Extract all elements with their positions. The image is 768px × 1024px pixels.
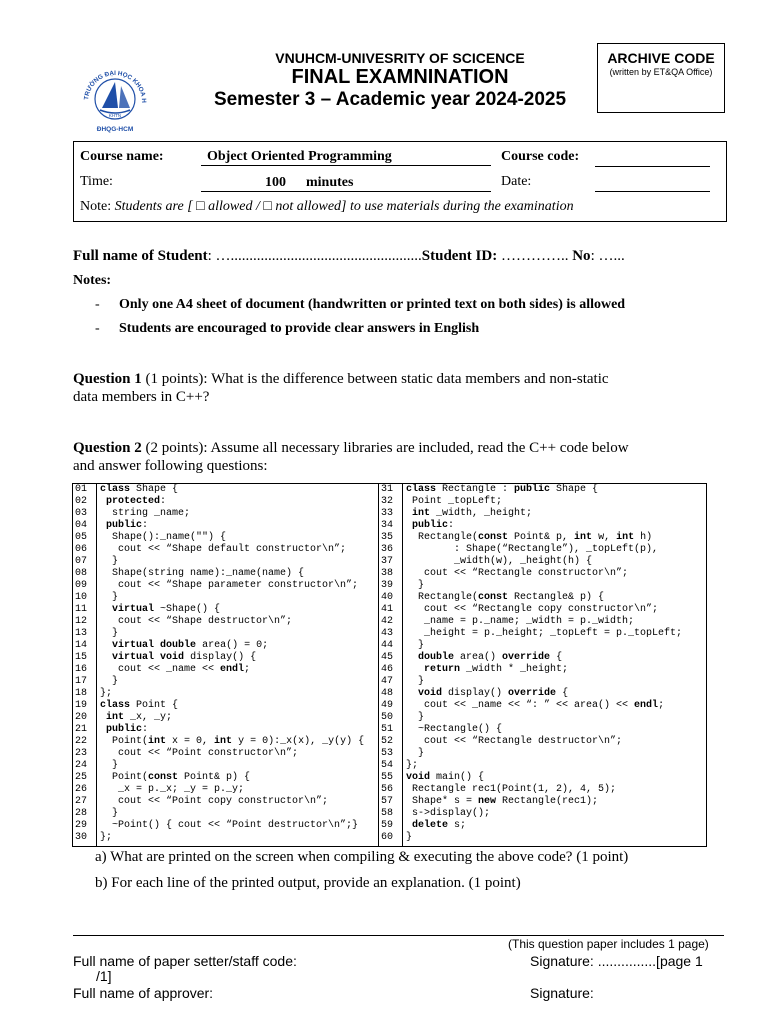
line-number: 05 [75,532,88,543]
line-number: 27 [75,796,88,807]
fullname-label: Full name of Student [73,248,208,264]
line-number: 16 [75,664,88,675]
code-line: public: [106,724,149,735]
line-number: 22 [75,736,88,747]
line-number: 11 [75,604,88,615]
code-lines-right [406,484,682,844]
line-number: 39 [381,580,394,591]
code-line: cout << “Point constructor\n”; [100,748,299,759]
code-line: protected: [106,496,167,507]
line-number: 53 [381,748,394,759]
line-number: 03 [75,508,88,519]
course-info-box [73,141,727,222]
code-line: Shape* s = new Rectangle(rec1); [406,796,599,807]
code-line: } [100,592,119,603]
no-dots: : …... [590,248,625,264]
code-line: } [100,808,119,819]
line-number: 12 [75,616,88,627]
code-line: Rectangle(const Rectangle& p) { [406,592,605,603]
time-label: Time: [80,174,113,189]
code-line: : Shape(“Rectangle”), _topLeft(p), [406,544,659,555]
code-line: Rectangle(const Point& p, int w, int h) [406,532,653,543]
line-number: 17 [75,676,88,687]
note-text-start: Students are [ [114,199,197,214]
notes-bullet-2: - [95,321,100,336]
line-number: 14 [75,640,88,651]
line-number: 57 [381,796,394,807]
line-number: 28 [75,808,88,819]
code-line: cout << “Point copy constructor\n”; [100,796,329,807]
code-line: Shape():_name("") { [100,532,227,543]
question-1-line2: data members in C++? [73,389,210,405]
code-line: ~Rectangle() { [406,724,503,735]
student-id-dots: ………….. [497,248,569,264]
code-line: void main() { [406,772,485,783]
line-number: 08 [75,568,88,579]
line-number: 44 [381,640,394,651]
line-number: 43 [381,628,394,639]
logo-ring-text: TRƯỜNG ĐẠI HỌC KHOA H [83,69,148,103]
logo-badge: KHTN [108,113,122,118]
allowed-text: allowed / [204,199,264,214]
line-number: 24 [75,760,88,771]
code-line: }; [406,760,419,771]
code-line: int _x, _y; [106,712,173,723]
code-column-left [73,484,379,846]
line-number: 06 [75,544,88,555]
question-1-label: Question 1 [73,371,142,387]
line-number: 02 [75,496,88,507]
line-number: 19 [75,700,88,711]
code-line: cout << _name << “: ” << area() << endl; [406,700,665,711]
approver-label: Full name of approver: [73,985,214,1001]
code-line: _x = p._x; _y = p._y; [100,784,245,795]
no-label: No [572,248,591,264]
line-number: 47 [381,676,394,687]
line-number: 56 [381,784,394,795]
logo-bottom-text: ĐHQG-HCM [96,126,134,133]
course-code-label: Course code: [501,149,580,164]
signature-approver-label: Signature: [530,985,594,1001]
line-number: 10 [75,592,88,603]
code-line: _name = p._name; _width = p._width; [406,616,635,627]
code-line: delete s; [412,820,467,831]
line-number: 15 [75,652,88,663]
line-numbers-right [379,484,403,846]
code-line: virtual double area() = 0; [112,640,269,651]
time-unit: minutes [306,175,354,190]
code-line: Point _topLeft; [406,496,503,507]
course-name-label: Course name: [80,149,164,164]
line-number: 49 [381,700,394,711]
sub-question-a: a) What are printed on the screen when compiling & executing the above code? (1 point) [95,849,629,865]
code-line: virtual void display() { [112,652,257,663]
code-line: cout << “Rectangle constructor\n”; [406,568,629,579]
question-2-line1 [73,440,629,457]
code-line: return _width * _height; [424,664,569,675]
code-line: }; [100,832,113,843]
line-number: 07 [75,556,88,567]
code-line: class Rectangle : public Shape { [406,484,599,495]
line-number: 25 [75,772,88,783]
line-number: 26 [75,784,88,795]
footer-divider [73,935,724,936]
code-line: cout << “Shape parameter constructor\n”; [100,580,359,591]
code-line: cout << “Rectangle destructor\n”; [406,736,623,747]
line-number: 58 [381,808,394,819]
code-line: } [100,628,119,639]
code-line: } [406,676,425,687]
line-number: 09 [75,580,88,591]
line-number: 59 [381,820,394,831]
line-number: 04 [75,520,88,531]
line-number: 40 [381,592,394,603]
line-number: 50 [381,712,394,723]
line-number: 30 [75,832,88,843]
code-lines-left [100,484,364,844]
line-number: 52 [381,736,394,747]
code-line: cout << “Shape destructor\n”; [100,616,293,627]
code-line: class Shape { [100,484,179,495]
not-allowed-checkbox[interactable]: □ [263,199,272,214]
code-line: _width(w), _height(h) { [406,556,593,567]
notes-bullet-1: - [95,297,100,312]
code-line: }; [100,688,113,699]
code-line: cout << “Rectangle copy constructor\n”; [406,604,659,615]
line-number: 45 [381,652,394,663]
line-number: 01 [75,484,88,495]
line-number: 33 [381,508,394,519]
question-2-text: (2 points): Assume all necessary libraries are included, read the C++ code below [141,440,629,456]
code-line: public: [412,520,455,531]
student-id-label: Student ID: [421,248,498,264]
note-label: Note: [80,199,112,214]
notes-item-2: Students are encouraged to provide clear answers in English [119,321,480,336]
code-line: } [406,640,425,651]
code-line: Shape(string name):_name(name) { [100,568,305,579]
line-number: 31 [381,484,394,495]
code-column-right [379,484,705,846]
line-number: 41 [381,604,394,615]
date-label: Date: [501,174,532,189]
line-number: 60 [381,832,394,843]
time-field [201,174,491,192]
line-number: 18 [75,688,88,699]
sub-question-b: b) For each line of the printed output, provide an explanation. (1 point) [95,875,521,891]
line-number: 55 [381,772,394,783]
code-line: _height = p._height; _topLeft = p._topLeft; [406,628,683,639]
line-number: 37 [381,556,394,567]
signature-label: Signature: ...............[page 1 [530,953,703,969]
code-line: Rectangle rec1(Point(1, 2), 4, 5); [406,784,617,795]
line-number: 20 [75,712,88,723]
code-line: } [406,748,425,759]
line-number: 38 [381,568,394,579]
line-number: 46 [381,664,394,675]
university-name: VNUHCM-UNIVESRITY OF SCICENCE [275,50,525,66]
code-line: } [406,712,425,723]
note-line [80,199,574,215]
code-line: cout << “Shape default constructor\n”; [100,544,347,555]
code-line: ~Point() { cout << “Point destructor\n”;} [100,820,359,831]
code-line: } [100,556,119,567]
archive-code-note: (written by ET&QA Office) [609,67,713,77]
line-number: 54 [381,760,394,771]
line-numbers-left [73,484,97,846]
code-line: Point(int x = 0, int y = 0):_x(x), _y(y) { [100,736,365,747]
code-line: s->display(); [406,808,491,819]
university-logo [80,64,150,134]
line-number: 48 [381,688,394,699]
code-line: public: [106,520,149,531]
line-number: 34 [381,520,394,531]
code-line: void display() override { [418,688,569,699]
code-line: virtual ~Shape() { [112,604,221,615]
semester-title: Semester 3 – Academic year 2024-2025 [213,89,567,110]
line-number: 35 [381,532,394,543]
code-line: } [406,580,425,591]
line-number: 29 [75,820,88,831]
question-2-line2: and answer following questions: [73,458,268,474]
line-number: 32 [381,496,394,507]
course-code-value [595,149,710,167]
question-1-text: (1 points): What is the difference between static data members and non-static [141,371,609,387]
code-line: } [100,676,119,687]
time-value: 100 [265,175,286,190]
code-line: cout << _name << endl; [100,664,251,675]
course-name-value: Object Oriented Programming [201,149,491,166]
notes-title: Notes: [73,273,112,288]
page-total: /1] [96,968,112,984]
question-2-label: Question 2 [73,440,142,456]
code-line: double area() override { [418,652,563,663]
line-number: 23 [75,748,88,759]
code-line: string _name; [100,508,191,519]
line-number: 42 [381,616,394,627]
paper-setter-label: Full name of paper setter/staff code: [73,953,297,969]
code-line: class Point { [100,700,179,711]
notes-item-1: Only one A4 sheet of document (handwritten or printed text on both sides) is allowed [119,297,626,312]
code-table [72,483,707,847]
line-number: 51 [381,724,394,735]
page-note: (This question paper includes 1 page) [508,937,709,951]
archive-code-box [597,43,725,113]
line-number: 13 [75,628,88,639]
question-1-line1 [73,371,609,388]
line-number: 21 [75,724,88,735]
code-line: int _width, _height; [412,508,533,519]
exam-title: FINAL EXAMNINATION [291,66,509,88]
code-line: } [406,832,413,843]
date-value [595,174,710,192]
code-line: } [100,760,119,771]
student-info-line [73,248,625,265]
allowed-checkbox[interactable]: □ [196,199,205,214]
code-line: Point(const Point& p) { [100,772,251,783]
line-number: 36 [381,544,394,555]
fullname-dots: : …................................................... [207,248,422,264]
archive-code-title: ARCHIVE CODE [607,50,715,66]
not-allowed-text: not allowed] to use materials during the examination [271,199,574,214]
